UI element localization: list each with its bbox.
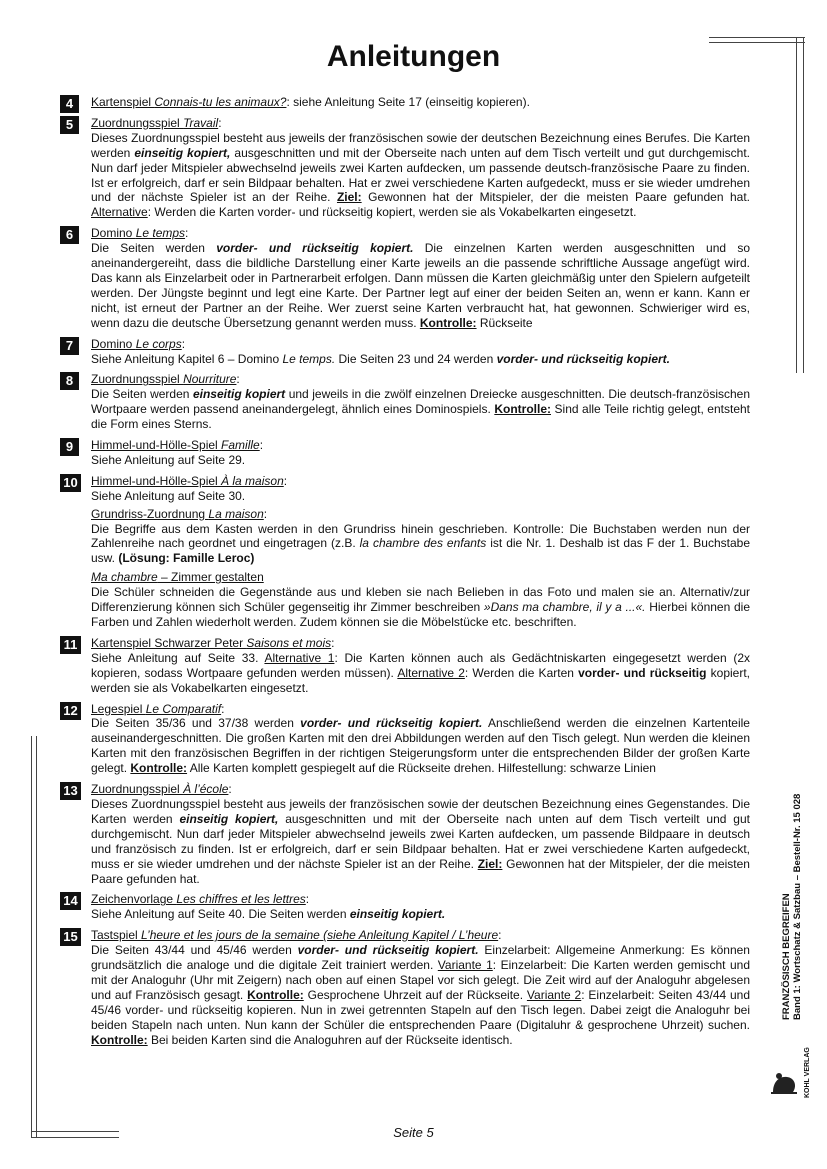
item-number: 9: [60, 438, 79, 456]
item-body: Siehe Anleitung auf Seite 33. Alternative 1: Die Karten können auch als Gedächtniskarten eingegesetzt werden (2x kopieren, sodass Wortpaare gefunden werden müssen). Alternative 2: Werden die Karten vorder- und rückseitig kopiert, werden sie als Vokabelkarten eingesetzt.: [91, 650, 750, 695]
instruction-item-8: [60, 372, 750, 432]
item-number: 15: [60, 928, 81, 946]
item-number: 10: [60, 474, 81, 492]
item-heading: Kartenspiel Connais-tu les animaux?: siehe Anleitung Seite 17 (einseitig kopieren).: [91, 95, 530, 109]
item-number: 7: [60, 337, 79, 355]
item-body: Dieses Zuordnungsspiel besteht aus jeweils der französischen sowie der deutschen Bezeichnung eines Berufes. Die Karten werden einseitig kopiert, ausgeschnitten und mit der Oberseite nach unten auf dem Tisch verteilt und gut durchgemischt. Nun darf jeder Mitspieler abwechselnd jeweils zwei Karten aufdecken, um passende deutsch-französische Paare zu finden. Ist er erfolgreich, darf er sein Bildpaar behalten. Hat er zwei verschiedene Karten aufgedeckt, muss er sie wieder umdrehen und der nächste Spieler ist an der Reihe. Ziel: Gewonnen hat der Mitspieler, der die meisten Paare gefunden hat. Alternative: Werden die Karten vorder- und rückseitig kopiert, werden sie als Vokabelkarten eingesetzt.: [91, 130, 750, 220]
item-body: Siehe Anleitung auf Seite 40. Die Seiten werden einseitig kopiert.: [91, 907, 446, 922]
frame-left-line: [31, 736, 37, 1138]
instructions-list: [60, 95, 750, 1053]
item-body: Siehe Anleitung auf Seite 30.: [91, 488, 246, 503]
item-heading: Zuordnungsspiel À l’école:: [91, 782, 232, 797]
item-body: Die Seiten 35/36 und 37/38 werden vorder- und rückseitig kopiert. Anschließend werden die einzelnen Kartenteile auseinandergeschnitten. Die großen Karten mit den drei Abbildungen werden auf den Tisch gelegt. Nun werden die kleinen Karten mit den französischen Begriffen in der richtigen Steigerungsform unter die entsprechenden Bilder der großen Karte gelegt. Kontrolle: Alle Karten komplett gespiegelt auf die Rückseite drehen. Hilfestellung: schwarze Linien: [91, 716, 750, 776]
item-heading: Zuordnungsspiel Travail:: [91, 115, 222, 130]
item-number: 5: [60, 116, 79, 134]
sub-heading: Ma chambre – Zimmer gestalten: [91, 570, 264, 585]
item-body: Dieses Zuordnungsspiel besteht aus jeweils der französischen sowie der deutschen Bezeichnung eines Gegenstandes. Die Karten werden einseitig kopiert, ausgeschnitten und mit der Oberseite nach unten auf dem Tisch verteilt und gut durchgemischt. Nun darf jeder Mitspieler abwechselnd jeweils zwei Karten aufdecken, um passende Bildpaare in deutsch und französisch zu finden. Ist er erfolgreich, darf er sein Bildpaar behalten. Hat er zwei verschiedene Karten aufgedeckt, muss er sie wieder umdrehen und der nächste Spieler ist an der Reihe. Ziel: Gewonnen hat der Mitspieler, der die meisten Paare gefunden hat.: [91, 796, 750, 886]
instruction-item-13: [60, 782, 750, 886]
item-number: 14: [60, 892, 81, 910]
item-number: 11: [60, 636, 81, 654]
instruction-item-7: [60, 337, 750, 367]
item-body: Die Seiten 43/44 und 45/46 werden vorder- und rückseitig kopiert. Einzelarbeit: Allgemeine Anmerkung: Es können grundsätzlich die analoge und die digitale Zeit trainiert werden. Variante 1: Einzelarbeit: Die Karten werden gemischt und mit der Analoguhr (Uhr mit Zeigern) nach oben auf einen Stapel vor sich gelegt. Die Zeit wird auf der Analoguhr abgelesen und auf Französisch gesagt. Kontrolle: Gesprochene Uhrzeit auf der Rückseite. Variante 2: Einzelarbeit: Seiten 43/44 und 45/46 vorder- und rückseitig kopieren. Nun in zwei getrennten Stapeln auf den Tisch legen. Dabei zeigt die Analoguhr bei beiden Stapeln nach unten. Nun kann der Schüler die entsprechenden Paare (Digitaluhr & gesprochene Uhrzeit) suchen. Kontrolle: Bei beiden Karten sind die Analoguhren auf der Rückseite identisch.: [91, 943, 751, 1047]
item-heading: Kartenspiel Schwarzer Peter Saisons et mois:: [91, 635, 335, 650]
side-line-band: Band 1: Wortschatz & Satzbau – Bestell-Nr. 15 028: [792, 793, 803, 1020]
publisher-logo-icon: [769, 1068, 799, 1096]
frame-right-line: [796, 37, 804, 373]
side-line-series: FRANZÖSISCH BEGREIFEN: [781, 893, 792, 1020]
item-heading: Zeichenvorlage Les chiffres et les lettres:: [91, 892, 310, 907]
instruction-item-11: [60, 636, 750, 696]
instruction-item-4: [60, 95, 750, 110]
item-body: Die Seiten werden vorder- und rückseitig kopiert. Die einzelnen Karten werden ausgeschnitten und so aneinandergereiht, dass die bildliche Darstellung einer Karte jeweils an die passende schriftliche Aussage angefügt wird. Das kann als Einzelarbeit oder in Partnerarbeit erfolgen. Dann müssen die Karten gleichmäßig unter den Spielern aufgeteilt werden. Der Jüngste beginnt und legt eine Karte. Der Partner legt auf einer der beiden Seiten an, wenn er kann. Kann er nicht, ist erneut der Partner an der Reihe. Wer zuerst seine Karten verbraucht hat, hat gewonnen. Schwieriger wird es, wenn dazu die deutsche Übersetzung genannt werden muss. Kontrolle: Rückseite: [91, 241, 750, 330]
item-heading: Domino Le corps:: [91, 336, 186, 351]
sub-body: Die Begriffe aus dem Kasten werden in den Grundriss hinein geschrieben. Kontrolle: Die Buchstaben werden nun der Zahlenreihe nach geordnet und eingetragen (z.B. la chambre des enfants ist die Nr. 1. Deshalb ist das F der 1. Buchstabe usw. (Lösung: Famille Leroc): [91, 521, 751, 566]
sub-heading: Grundriss-Zuordnung La maison:: [91, 506, 268, 521]
item-number: 6: [60, 226, 79, 244]
item-body: Die Seiten werden einseitig kopiert und jeweils in die zwölf einzelnen Dreiecke ausgeschnitten. Die deutsch-französischen Wortpaare werden passend aneinandergelegt, ähnlich eines Dominospiels. Kontrolle: Sind alle Teile richtig gelegt, entsteht die Form eines Sterns.: [91, 387, 751, 432]
item-body: Siehe Anleitung auf Seite 29.: [91, 452, 246, 467]
instruction-item-15: [60, 928, 750, 1047]
sub-section-ma-chambre: [91, 570, 750, 630]
item-heading: Tastspiel L’heure et les jours de la semaine (siehe Anleitung Kapitel / L’heure:: [91, 928, 502, 943]
instruction-item-14: [60, 892, 750, 922]
item-heading: Zuordnungsspiel Nourriture:: [91, 372, 240, 387]
item-heading: Himmel-und-Hölle-Spiel Famille:: [91, 438, 264, 453]
instruction-item-10: [60, 474, 750, 630]
sub-body: Die Schüler schneiden die Gegenstände aus und kleben sie nach Belieben in das Foto und malen sie an. Alternativ/zur Differenzierung können sich Schüler gegenseitig ihr Zimmer beschreiben »Dans ma chambre, il y a ...«. Hierbei können die Farben und Zahlen wiederholt werden. Zudem können sie die Möbelstücke etc. beschriften.: [91, 585, 750, 629]
item-number: 12: [60, 702, 81, 720]
item-number: 4: [60, 95, 79, 113]
page-number: Seite 5: [393, 1125, 434, 1140]
instruction-item-5: [60, 116, 750, 220]
item-heading: Domino Le temps:: [91, 226, 189, 241]
sub-section-grundriss: [91, 507, 750, 567]
instruction-item-6: [60, 226, 750, 330]
page-title: Anleitungen: [326, 40, 501, 73]
item-number: 13: [60, 782, 81, 800]
item-body: Siehe Anleitung Kapitel 6 – Domino Le temps. Die Seiten 23 und 24 werden vorder- und rückseitig kopiert.: [91, 351, 670, 366]
item-heading: Legespiel Le Comparatif:: [91, 701, 225, 716]
instruction-item-12: [60, 702, 750, 777]
item-number: 8: [60, 372, 79, 390]
item-heading: Himmel-und-Hölle-Spiel À la maison:: [91, 473, 288, 488]
instruction-item-9: [60, 438, 750, 468]
